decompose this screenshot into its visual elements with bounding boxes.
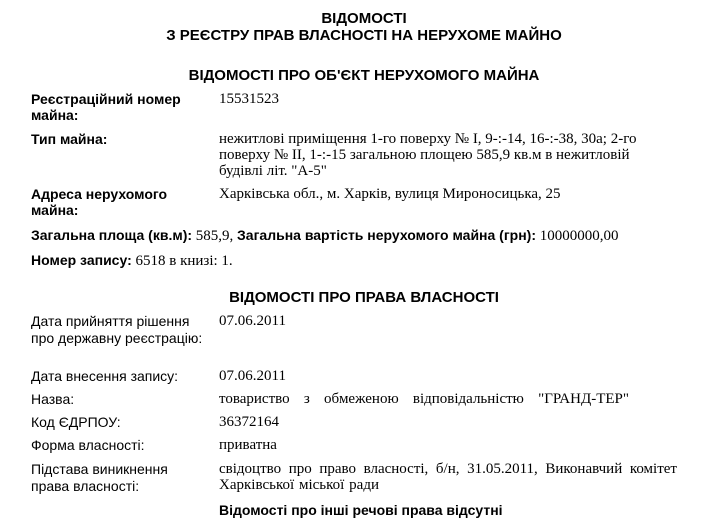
reg-number-label: Реєстраційний номер майна: <box>31 91 181 123</box>
edrpou-value: 36372164 <box>219 414 279 430</box>
entry-date-label: Дата внесення запису: <box>31 368 179 384</box>
edrpou-label: Код ЄДРПОУ: <box>31 414 121 430</box>
other-rights-note: Відомості про інші речові права відсутні <box>219 502 503 518</box>
object-section-title: ВІДОМОСТІ ПРО ОБ'ЄКТ НЕРУХОМОГО МАЙНА <box>188 67 540 84</box>
reg-number-value: 15531523 <box>219 91 279 107</box>
basis-value-line2: Харківської міської ради <box>219 477 379 493</box>
ownership-form-label: Форма власності: <box>31 437 145 453</box>
record-label: Номер запису: <box>31 252 132 268</box>
area-cost-line <box>31 227 619 244</box>
entry-date-value: 07.06.2011 <box>219 368 286 384</box>
ownership-form-value: приватна <box>219 437 277 453</box>
cost-value: 10000000,00 <box>539 228 619 244</box>
document-title: ВІДОМОСТІ <box>321 10 407 27</box>
area-value: 585,9, <box>195 228 234 244</box>
type-label: Тип майна: <box>31 131 108 147</box>
cost-label: Загальна вартість нерухомого майна (грн): <box>237 227 537 243</box>
document-subtitle: З РЕЄСТРУ ПРАВ ВЛАСНОСТІ НА НЕРУХОМЕ МАЙНО <box>166 27 562 44</box>
decision-date-label: Дата прийняття рішення про державну реєстрацію: <box>31 313 203 346</box>
decision-date-value: 07.06.2011 <box>219 313 286 329</box>
address-value: Харківська обл., м. Харків, вулиця Мироносицька, 25 <box>219 186 561 202</box>
rights-section-title: ВІДОМОСТІ ПРО ПРАВА ВЛАСНОСТІ <box>229 289 499 306</box>
type-value: нежитлові приміщення 1-го поверху № I, 9-:-14, 16-:-38, 30а; 2-го поверху № II, 1-:-15 загальною площею 585,9 кв.м в нежитловій будівлі літ. "А-5" <box>219 131 637 179</box>
name-value: товариство з обмеженою відповідальністю "ГРАНД-ТЕР" <box>219 391 629 407</box>
record-value: 6518 в книзі: 1. <box>135 253 233 269</box>
name-label: Назва: <box>31 391 75 407</box>
area-label: Загальна площа (кв.м): <box>31 227 193 243</box>
address-label: Адреса нерухомого майна: <box>31 186 168 218</box>
basis-label: Підстава виникнення права власності: <box>31 461 168 494</box>
record-line <box>31 252 233 269</box>
basis-value-line1: свідоцтво про право власності, б/н, 31.05.2011, Виконавчий комітет <box>219 461 677 477</box>
